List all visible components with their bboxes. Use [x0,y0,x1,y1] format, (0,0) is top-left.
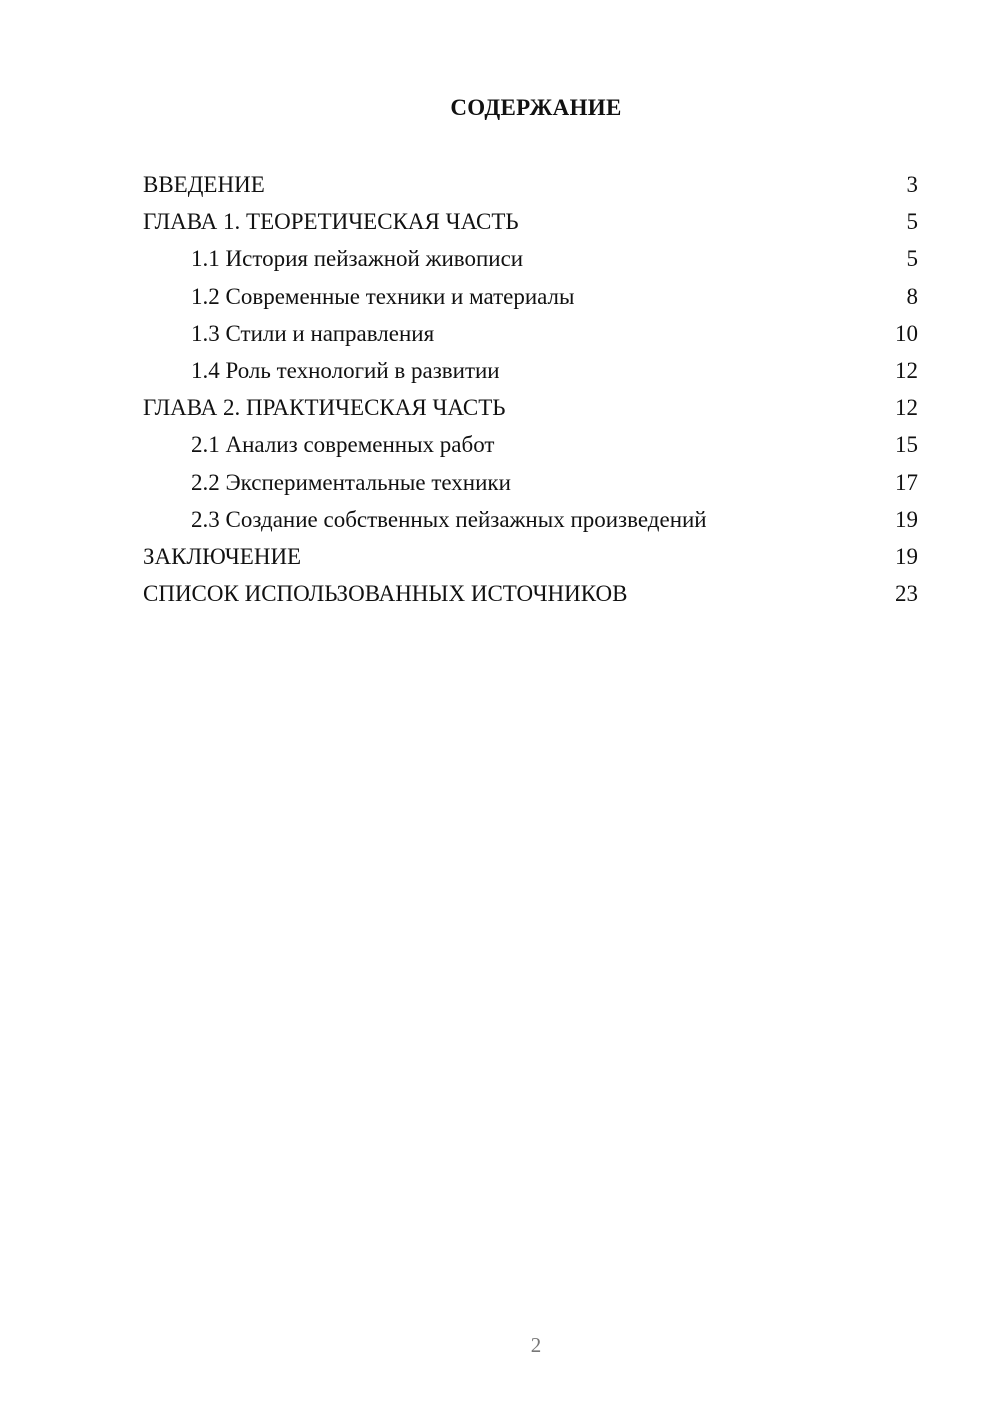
toc-entry-page: 15 [895,432,918,458]
toc-entry-introduction[interactable] [143,166,918,203]
toc-entry-chapter-1[interactable] [143,203,918,240]
toc-entry-page: 5 [906,209,918,235]
toc-entry-section-1-1[interactable] [143,240,918,277]
toc-entry-label: 2.3 Создание собственных пейзажных произведений [191,506,707,532]
toc-entry-page: 5 [906,246,918,272]
toc-entry-section-1-3[interactable] [143,315,918,352]
page-number: 2 [530,1333,542,1357]
toc-entry-label: 1.4 Роль технологий в развитии [191,357,500,383]
toc-entry-label: ГЛАВА 2. ПРАКТИЧЕСКАЯ ЧАСТЬ [143,395,506,421]
toc-entry-page: 19 [895,543,918,569]
toc-entry-chapter-2[interactable] [143,389,918,426]
toc-entry-section-1-2[interactable] [143,278,918,315]
toc-entry-label: 1.1 История пейзажной живописи [191,246,524,272]
toc-entry-conclusion[interactable] [143,538,918,575]
toc-entry-page: 12 [895,357,918,383]
toc-entry-section-2-3[interactable] [143,501,918,538]
toc-entry-references[interactable] [143,575,918,612]
toc-entry-section-1-4[interactable] [143,352,918,389]
toc-entry-page: 3 [906,172,918,197]
toc-entry-label: 1.2 Современные техники и материалы [191,283,575,309]
table-of-contents [143,166,918,612]
toc-entry-page: 19 [895,506,918,532]
toc-entry-label: 2.2 Экспериментальные техники [191,469,511,495]
toc-title: СОДЕРЖАНИЕ [450,95,622,120]
toc-entry-page: 17 [895,469,918,495]
toc-entry-label: 1.3 Стили и направления [191,320,435,346]
toc-entry-page: 8 [906,283,918,309]
toc-entry-label: ГЛАВА 1. ТЕОРЕТИЧЕСКАЯ ЧАСТЬ [143,209,519,235]
toc-entry-label: 2.1 Анализ современных работ [191,432,495,458]
toc-entry-label: ЗАКЛЮЧЕНИЕ [143,543,302,569]
toc-entry-label: СПИСОК ИСПОЛЬЗОВАННЫХ ИСТОЧНИКОВ [143,581,628,607]
toc-entry-page: 10 [895,320,918,346]
toc-entry-section-2-2[interactable] [143,464,918,501]
toc-entry-page: 12 [895,395,918,421]
toc-entry-page: 23 [895,581,918,607]
toc-entry-section-2-1[interactable] [143,426,918,463]
toc-entry-label: ВВЕДЕНИЕ [143,172,265,197]
